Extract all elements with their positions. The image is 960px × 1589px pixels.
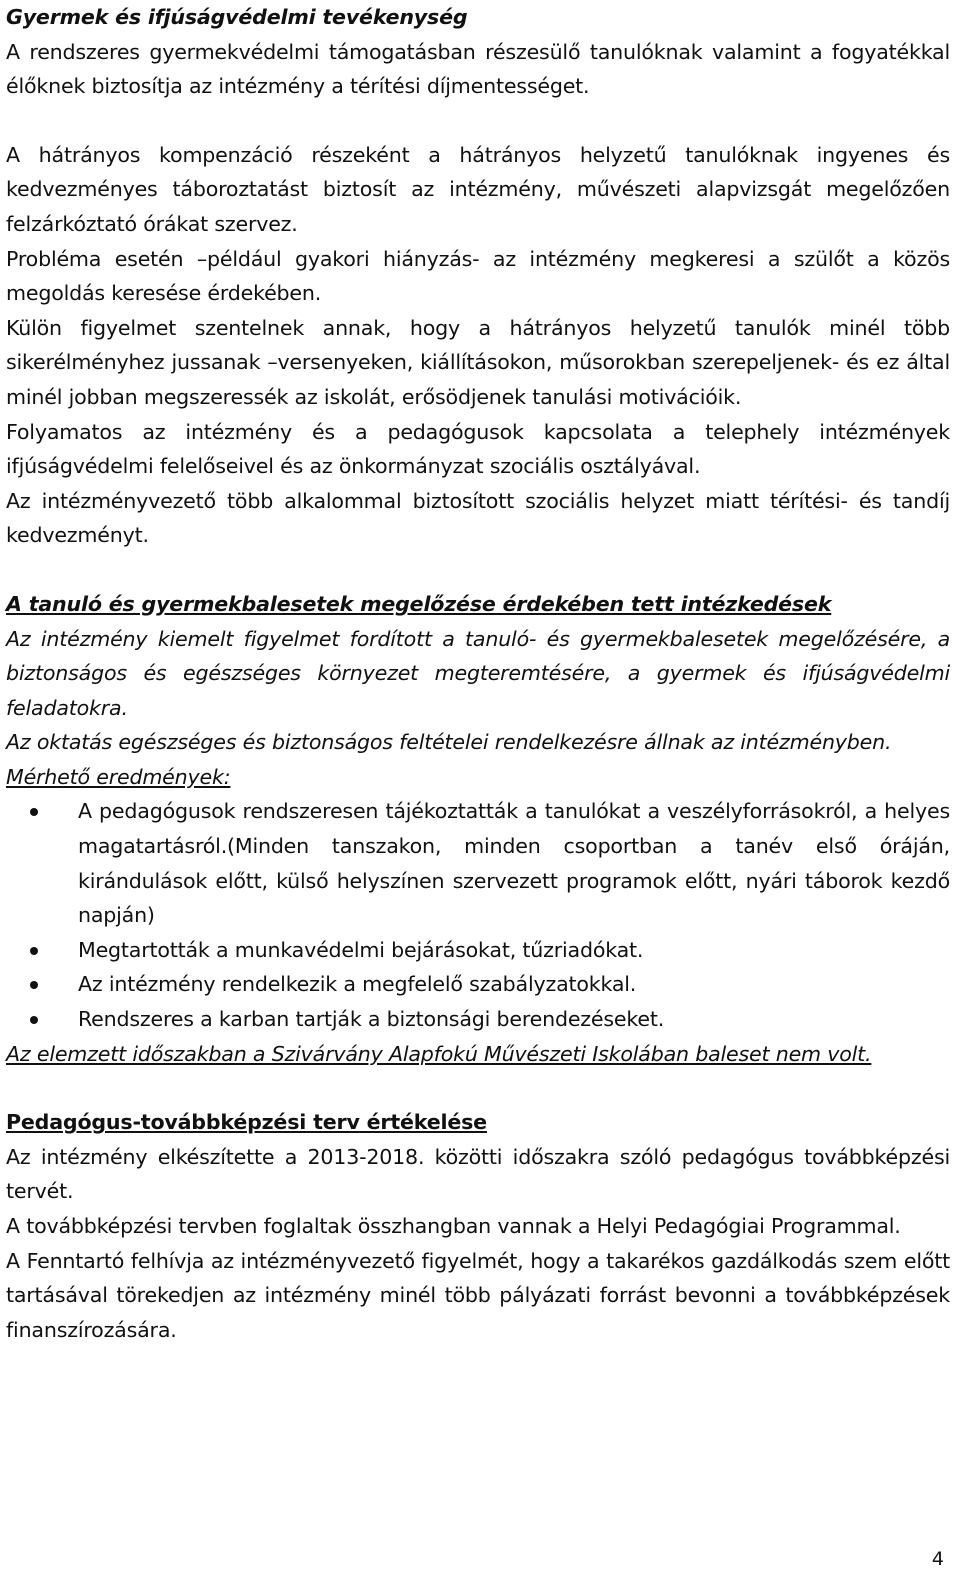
closing-statement: Az elemzett időszakban a Szivárvány Alapfokú Művészeti Iskolában baleset nem volt. (6, 1041, 872, 1066)
bullet-icon (30, 947, 38, 955)
page-number: 4 (931, 1548, 944, 1570)
spacer (6, 553, 950, 587)
paragraph: A Fenntartó felhívja az intézményvezető figyelmét, hogy a takarékos gazdálkodás szem előtt tartásával törekedjen az intézmény minél több pályázati forrást bevonni a továbbképzések finanszírozására. (6, 1248, 950, 1342)
bullet-icon (30, 808, 38, 816)
list-item-text: A pedagógusok rendszeresen tájékoztatták a tanulókat a veszélyforrásokról, a helyes magatartásról.(Minden tanszakon, minden csoportban a tanév első óráján, kirándulások előtt, külső helyszínen szervezett programok előtt, nyári táborok kezdő napján) (78, 799, 950, 928)
document-page (6, 0, 950, 1347)
list-item (6, 1002, 950, 1037)
results-label: Mérhető eredmények: (6, 764, 231, 789)
section-heading-child-protection: Gyermek és ifjúságvédelmi tevékenység (6, 5, 468, 29)
paragraph: Probléma esetén –például gyakori hiányzás- az intézmény megkeresi a szülőt a közös megoldás keresése érdekében. (6, 246, 950, 306)
paragraph: A hátrányos kompenzáció részeként a hátrányos helyzetű tanulóknak ingyenes és kedvezményes táboroztatást biztosít az intézmény, művészeti alapvizsgát megelőzően felzárkóztató órákat szervez. (6, 142, 950, 236)
section-heading-training-plan: Pedagógus-továbbképzési terv értékelése (6, 1110, 487, 1135)
paragraph: Az intézmény elkészítette a 2013-2018. közötti időszakra szóló pedagógus továbbképzési tervét. (6, 1144, 950, 1204)
list-item-text: Megtartották a munkavédelmi bejárásokat, tűzriadókat. (78, 937, 644, 962)
bullet-icon (30, 981, 38, 989)
bullet-icon (30, 1016, 38, 1024)
list-item (6, 794, 950, 932)
paragraph: Az oktatás egészséges és biztonságos feltételei rendelkezésre állnak az intézményben. (6, 730, 892, 755)
list-item-text: Az intézmény rendelkezik a megfelelő szabályzatokkal. (78, 972, 637, 997)
section-heading-accident-prevention: A tanuló és gyermekbalesetek megelőzése érdekében tett intézkedések (6, 591, 832, 616)
list-item (6, 967, 950, 1002)
paragraph: Az intézményvezető több alkalommal biztosított szociális helyzet miatt térítési- és tandíj kedvezményt. (6, 488, 950, 548)
paragraph: A rendszeres gyermekvédelmi támogatásban részesülő tanulóknak valamint a fogyatékkal élőknek biztosítja az intézmény a térítési díjmentességet. (6, 39, 950, 99)
paragraph: Külön figyelmet szentelnek annak, hogy a hátrányos helyzetű tanulók minél több sikerélményhez jussanak –versenyeken, kiállításokon, műsorokban szerepeljenek- és ez által minél jobban megszeressék az iskolát, erősödjenek tanulási motivációik. (6, 315, 950, 409)
results-list (6, 794, 950, 1036)
spacer (6, 104, 950, 138)
paragraph: Az intézmény kiemelt figyelmet fordított a tanuló- és gyermekbalesetek megelőzésére, a biztonságos és egészséges környezet megteremtésére, a gyermek és ifjúságvédelmi feladatokra. (6, 626, 950, 720)
paragraph: A továbbképzési tervben foglaltak összhangban vannak a Helyi Pedagógiai Programmal. (6, 1214, 901, 1238)
spacer (6, 1071, 950, 1105)
list-item (6, 933, 950, 968)
list-item-text: Rendszeres a karban tartják a biztonsági berendezéseket. (78, 1007, 665, 1032)
paragraph: Folyamatos az intézmény és a pedagógusok kapcsolata a telephely intézmények ifjúságvédelmi felelőseivel és az önkormányzat szociális osztályával. (6, 419, 950, 479)
